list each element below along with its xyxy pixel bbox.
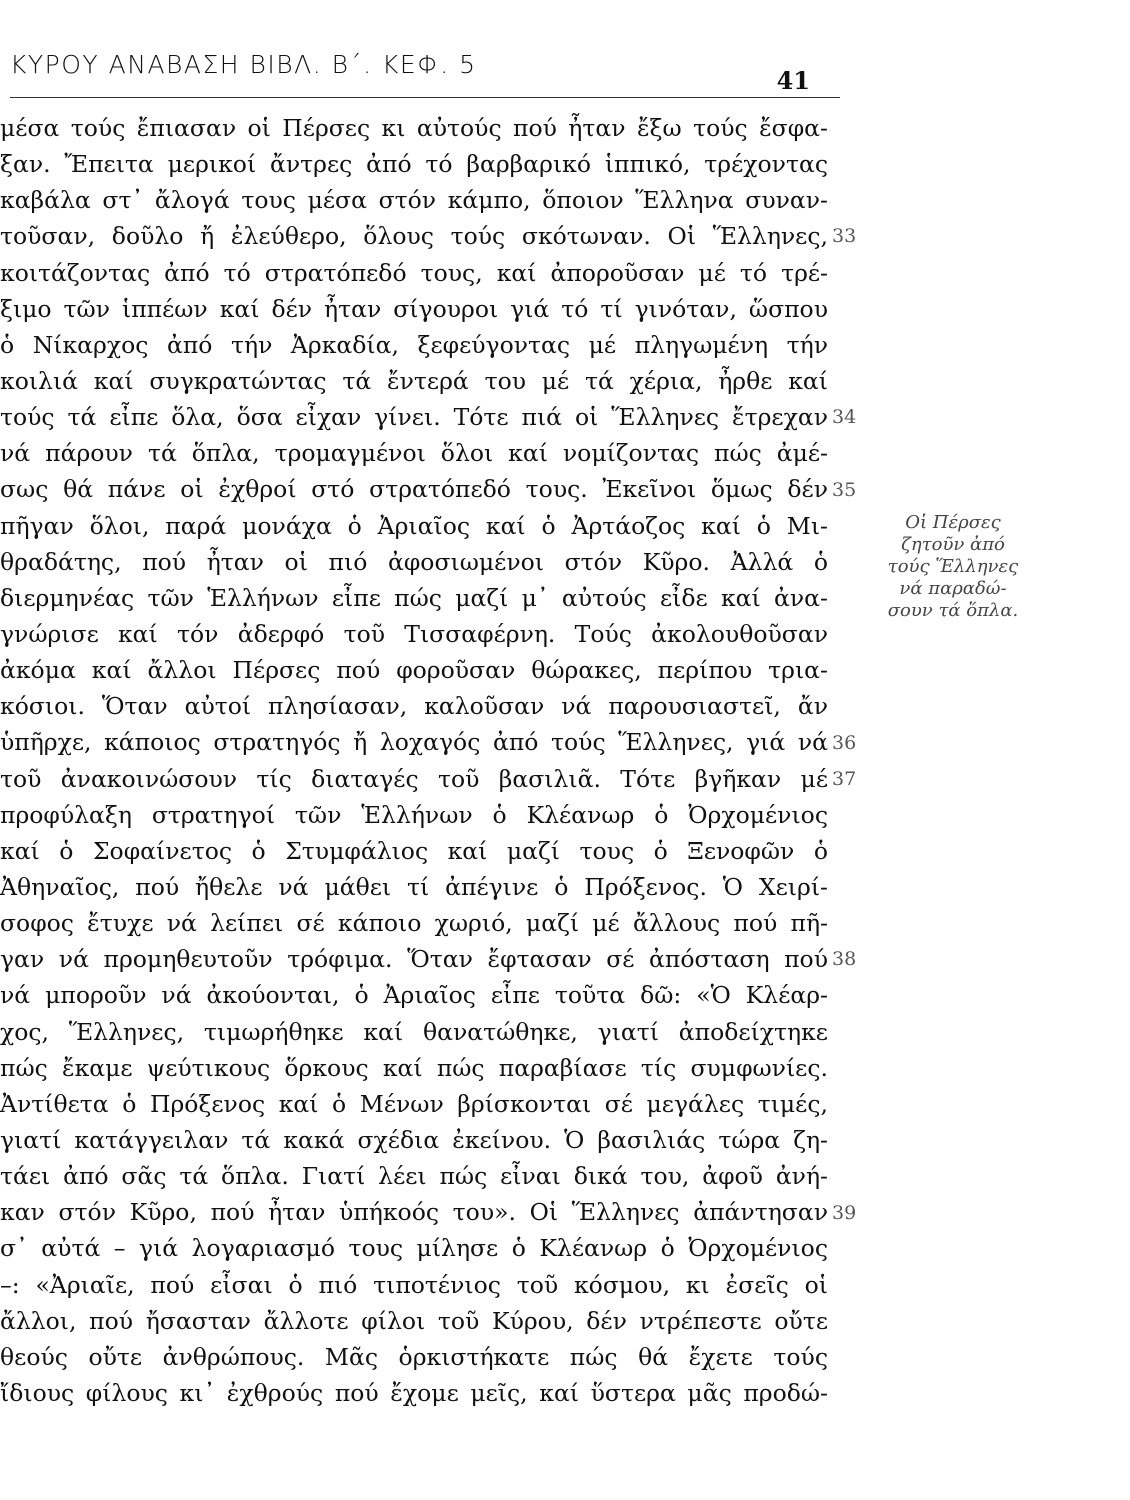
marginal-note — [868, 512, 1038, 622]
text-line: κοιτάζοντας ἀπό τό στρατόπεδό τους, καί ἀποροῦσαν μέ τό τρέ- — [0, 258, 828, 287]
text-line: νά πάρουν τά ὅπλα, τρομαγμένοι ὅλοι καί νομίζοντας πώς ἀμέ- — [0, 439, 828, 468]
marginal-note-line: νά παραδώ- — [899, 578, 1007, 599]
verse-number: 33 — [832, 225, 857, 248]
text-line: Ἀντίθετα ὁ Πρόξενος καί ὁ Μένων βρίσκονται σέ μεγάλες τιμές, — [0, 1089, 828, 1118]
marginal-note-line: ζητοῦν ἀπό — [901, 534, 1005, 555]
text-line: σ᾿ αὐτά – γιά λογαριασμό τους μίλησε ὁ Κλέανωρ ὁ Ὀρχομένιος — [0, 1234, 828, 1263]
text-line: σως θά πάνε οἱ ἐχθροί στό στρατόπεδό τους. Ἐκεῖνοι ὅμως δέν — [0, 475, 828, 504]
text-line: τούς τά εἶπε ὅλα, ὅσα εἶχαν γίνει. Τότε πιά οἱ Ἕλληνες ἔτρεχαν — [0, 403, 828, 432]
text-line: διερμηνέας τῶν Ἑλλήνων εἶπε πώς μαζί μ᾿ αὐτούς εἶδε καί ἀνα- — [0, 583, 828, 612]
text-line: ἴδιους φίλους κι᾿ ἐχθρούς πού ἔχομε μεῖς, καί ὕστερα μᾶς προδώ- — [0, 1378, 828, 1407]
body-text — [0, 110, 828, 1411]
page-header — [10, 50, 840, 98]
verse-number: 35 — [832, 478, 857, 501]
text-line: χος, Ἕλληνες, τιμωρήθηκε καί θανατώθηκε, γιατί ἀποδείχτηκε — [0, 1017, 828, 1046]
text-line: –: «Ἀριαῖε, πού εἶσαι ὁ πιό τιποτένιος τοῦ κόσμου, κι ἐσεῖς οἱ — [0, 1270, 828, 1299]
text-line: ἀκόμα καί ἄλλοι Πέρσες πού φοροῦσαν θώρακες, περίπου τρια- — [0, 656, 828, 685]
verse-number: 34 — [832, 406, 857, 429]
page-number: 41 — [776, 66, 810, 95]
text-line: γιατί κατάγγειλαν τά κακά σχέδια ἐκείνου. Ὁ βασιλιάς τώρα ζη- — [0, 1125, 828, 1154]
header-rule — [10, 97, 840, 99]
verse-number: 36 — [832, 731, 857, 754]
text-line: κοιλιά καί συγκρατώντας τά ἔντερά του μέ τά χέρια, ἦρθε καί — [0, 366, 828, 395]
text-line: γαν νά προμηθευτοῦν τρόφιμα. Ὅταν ἔφτασαν σέ ἀπόσταση πού — [0, 945, 828, 974]
text-line: γνώρισε καί τόν ἀδερφό τοῦ Τισσαφέρνη. Τούς ἀκολουθοῦσαν — [0, 619, 828, 648]
text-line: μέσα τούς ἔπιασαν οἱ Πέρσες κι αὐτούς πού ἦταν ἔξω τούς ἔσφα- — [0, 114, 828, 142]
text-line: Ἀθηναῖος, πού ἤθελε νά μάθει τί ἀπέγινε ὁ Πρόξενος. Ὁ Χειρί- — [0, 872, 828, 901]
text-line: θεούς οὔτε ἀνθρώπους. Μᾶς ὁρκιστήκατε πώς θά ἔχετε τούς — [0, 1342, 828, 1371]
running-head: ΚΥΡΟΥ ΑΝΑΒΑΣΗ ΒΙΒΛ. Β΄. ΚΕΦ. 5 — [10, 50, 477, 79]
marginal-note-line: σουν τά ὅπλα. — [887, 600, 1019, 621]
text-line: τοῦ ἀνακοινώσουν τίς διαταγές τοῦ βασιλιᾶ. Τότε βγῆκαν μέ — [0, 764, 828, 793]
text-line: καβάλα στ᾿ ἄλογά τους μέσα στόν κάμπο, ὅποιον Ἕλληνα συναν- — [0, 186, 828, 215]
verse-number: 37 — [832, 767, 857, 790]
text-line: ξιμο τῶν ἱππέων καί δέν ἦταν σίγουροι γιά τό τί γινόταν, ὥσπου — [0, 294, 828, 323]
text-line: προφύλαξη στρατηγοί τῶν Ἑλλήνων ὁ Κλέανωρ ὁ Ὀρχομένιος — [0, 800, 828, 829]
marginal-note-line: τούς Ἕλληνες — [887, 556, 1019, 577]
text-line: τάει ἀπό σᾶς τά ὅπλα. Γιατί λέει πώς εἶναι δικά του, ἀφοῦ ἀνή- — [0, 1162, 828, 1191]
text-line: κόσιοι. Ὅταν αὐτοί πλησίασαν, καλοῦσαν νά παρουσιαστεῖ, ἄν — [0, 692, 828, 721]
text-line: πῆγαν ὅλοι, παρά μονάχα ὁ Ἀριαῖος καί ὁ Ἀρτάοζος καί ὁ Μι- — [0, 511, 828, 540]
text-line: ὑπῆρχε, κάποιος στρατηγός ἤ λοχαγός ἀπό τούς Ἕλληνες, γιά νά — [0, 728, 828, 757]
text-line: σοφος ἔτυχε νά λείπει σέ κάποιο χωριό, μαζί μέ ἄλλους πού πῆ- — [0, 909, 828, 938]
text-line: ἄλλοι, πού ἤσασταν ἄλλοτε φίλοι τοῦ Κύρου, δέν ντρέπεστε οὔτε — [0, 1306, 828, 1335]
text-line: τοῦσαν, δοῦλο ἤ ἐλεύθερο, ὅλους τούς σκότωναν. Οἱ Ἕλληνες, — [0, 222, 828, 251]
text-line: ξαν. Ἔπειτα μερικοί ἄντρες ἀπό τό βαρβαρικό ἱππικό, τρέχοντας — [0, 150, 828, 179]
text-line: θραδάτης, πού ἦταν οἱ πιό ἀφοσιωμένοι στόν Κῦρο. Ἀλλά ὁ — [0, 547, 828, 576]
text-line: καί ὁ Σοφαίνετος ὁ Στυμφάλιος καί μαζί τους ὁ Ξενοφῶν ὁ — [0, 836, 828, 865]
text-line: καν στόν Κῦρο, πού ἦταν ὑπήκοός του». Οἱ Ἕλληνες ἀπάντησαν — [0, 1198, 828, 1227]
verse-number: 38 — [832, 948, 857, 971]
marginal-note-line: Οἱ Πέρσες — [905, 512, 1001, 533]
verse-number: 39 — [832, 1201, 857, 1224]
text-line: πώς ἔκαμε ψεύτικους ὅρκους καί πώς παραβίασε τίς συμφωνίες. — [0, 1053, 828, 1082]
text-line: ὁ Νίκαρχος ἀπό τήν Ἀρκαδία, ξεφεύγοντας μέ πληγωμένη τήν — [0, 330, 828, 359]
text-line: νά μποροῦν νά ἀκούονται, ὁ Ἀριαῖος εἶπε τοῦτα δῶ: «Ὁ Κλέαρ- — [0, 981, 828, 1010]
